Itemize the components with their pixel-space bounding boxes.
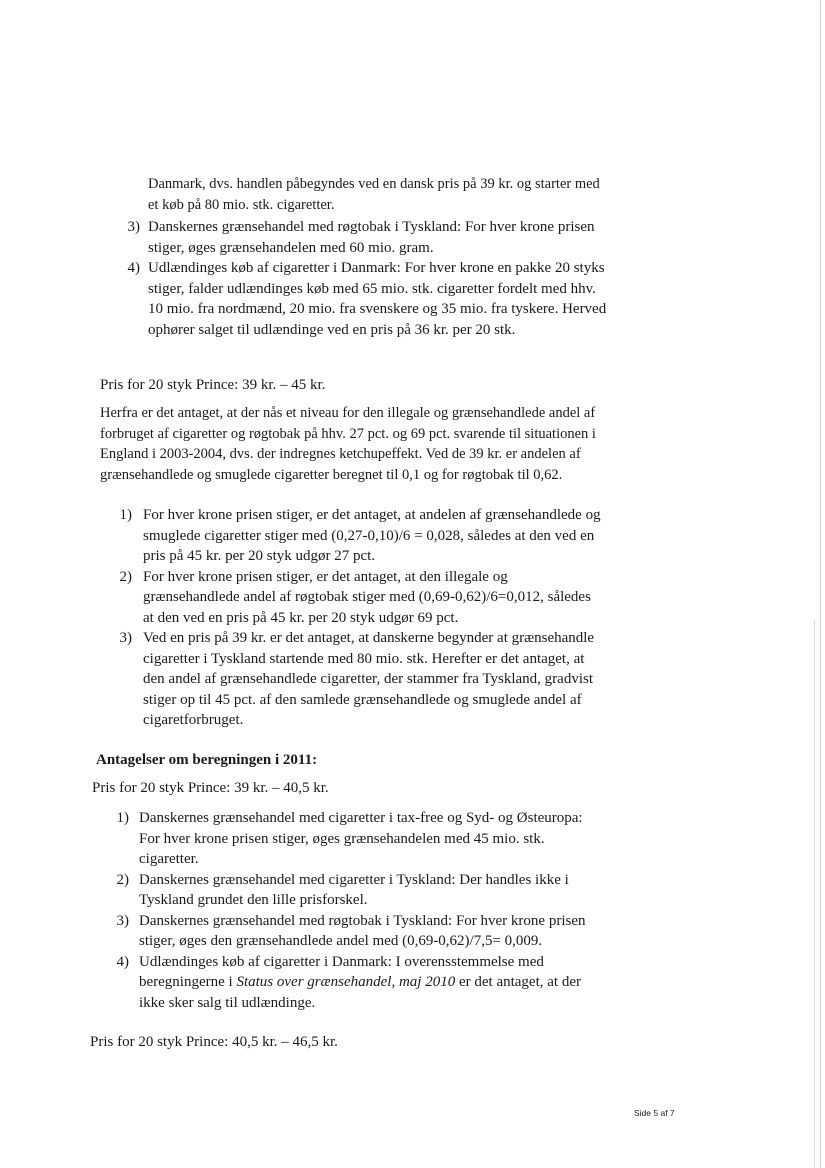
list-number: 3) <box>119 630 132 646</box>
numbered-list-assumptions <box>100 505 602 731</box>
section-heading: Antagelser om beregningen i 2011: <box>96 752 318 768</box>
price-range-text: Pris for 20 styk Prince: 39 kr. – 45 kr. <box>100 377 326 393</box>
list-item-text: Danskernes grænsehandel med cigaretter i Tyskland: Der handles ikke i Tyskland grundet den lille prisforskel. <box>139 871 569 908</box>
list-number: 3) <box>116 912 129 929</box>
list-item-continuation: Danmark, dvs. handlen påbegyndes ved en dansk pris på 39 kr. og starter med et køb på 80 mio. stk. cigaretter. <box>148 176 600 213</box>
list-item <box>100 505 602 567</box>
list-number: 2) <box>116 871 129 888</box>
list-number: 3) <box>127 219 140 235</box>
numbered-list-2011 <box>97 808 593 1013</box>
list-item-text: For hver krone prisen stiger, er det antaget, at andelen af grænsehandlede og smuglede cigaretter stiger med (0,27-0,10)/6 = 0,028, således at den ved en pris på 45 kr. per 20 styk udgør 27 pct. <box>143 507 601 564</box>
price-range-text: Pris for 20 styk Prince: 40,5 kr. – 46,5 kr. <box>90 1034 338 1050</box>
list-number: 4) <box>116 953 129 970</box>
list-item-text: Danskernes grænsehandel med cigaretter i tax-free og Syd- og Østeuropa: For hver krone prisen stiger, øges grænsehandelen med 45 mio. stk. cigaretter. <box>139 810 583 867</box>
list-item-text: Danskernes grænsehandel med røgtobak i Tyskland: For hver krone prisen stiger, øges grænsehandelen med 60 mio. gram. <box>148 219 595 256</box>
price-range-text: Pris for 20 styk Prince: 39 kr. – 40,5 kr. <box>92 780 329 796</box>
body-paragraph: Herfra er det antaget, at der nås et niveau for den illegale og grænsehandlede andel af forbruget af cigaretter og røgtobak på hhv. 27 pct. og 69 pct. svarende til situationen i England i 2003-2004, dvs. der indregnes ketchupeffekt. Ved de 39 kr. er andelen af grænsehandlede og smuglede cigaretter beregnet til 0,1 og for røgtobak til 0,62. <box>100 405 596 483</box>
list-item <box>97 870 593 911</box>
list-item <box>100 567 602 629</box>
list-item <box>97 808 593 870</box>
page-number-footer: Side 5 af 7 <box>634 1108 675 1118</box>
list-item <box>97 952 593 1014</box>
list-item <box>97 911 593 952</box>
list-item <box>108 217 608 258</box>
list-number: 4) <box>127 260 140 276</box>
list-item <box>100 628 602 731</box>
list-item-text-before: Udlændinges køb af cigaretter i Danmark: I overensstemmelse med beregningerne i <box>139 953 544 990</box>
list-item-text: Udlændinges køb af cigaretter i Danmark: For hver krone en pakke 20 styks stiger, falder udlændinges køb med 65 mio. stk. cigaretter fordelt med hhv. 10 mio. fra nordmænd, 20 mio. fra svenskere og 35 mio. fra tyskere. Herved ophører salget til udlændinge ved en pris på 36 kr. per 20 stk. <box>148 260 607 338</box>
list-item-text: For hver krone prisen stiger, er det antaget, at den illegale og grænsehandlede andel af røgtobak stiger med (0,69-0,62)/6=0,012, således at den ved en pris på 45 kr. per 20 styk udgør 69 pct. <box>143 568 591 626</box>
list-number: 1) <box>116 810 129 826</box>
list-item-text: Danskernes grænsehandel med røgtobak i Tyskland: For hver krone prisen stiger, øges den grænsehandlede andel med (0,69-0,62)/7,5= 0,009. <box>139 912 586 949</box>
list-item <box>108 258 608 340</box>
scan-edge-line <box>814 620 815 1168</box>
publication-title: Status over grænsehandel, maj 2010 <box>236 974 456 990</box>
list-number: 1) <box>119 507 132 523</box>
numbered-list-continued <box>108 217 608 340</box>
list-number: 2) <box>119 568 132 585</box>
list-item-text-after: er det antaget, at der ikke sker salg til udlændinge. <box>139 974 581 1011</box>
scan-edge-line <box>820 0 821 1168</box>
list-item-text: Ved en pris på 39 kr. er det antaget, at danskerne begynder at grænsehandle cigaretter i Tyskland startende med 80 mio. stk. Herefter er det antaget, at den andel af grænsehandlede cigaretter, der stammer fra Tyskland, gradvist stiger op til 45 pct. af den samlede grænsehandlede og smuglede andel af cigaretforbruget. <box>143 630 595 728</box>
